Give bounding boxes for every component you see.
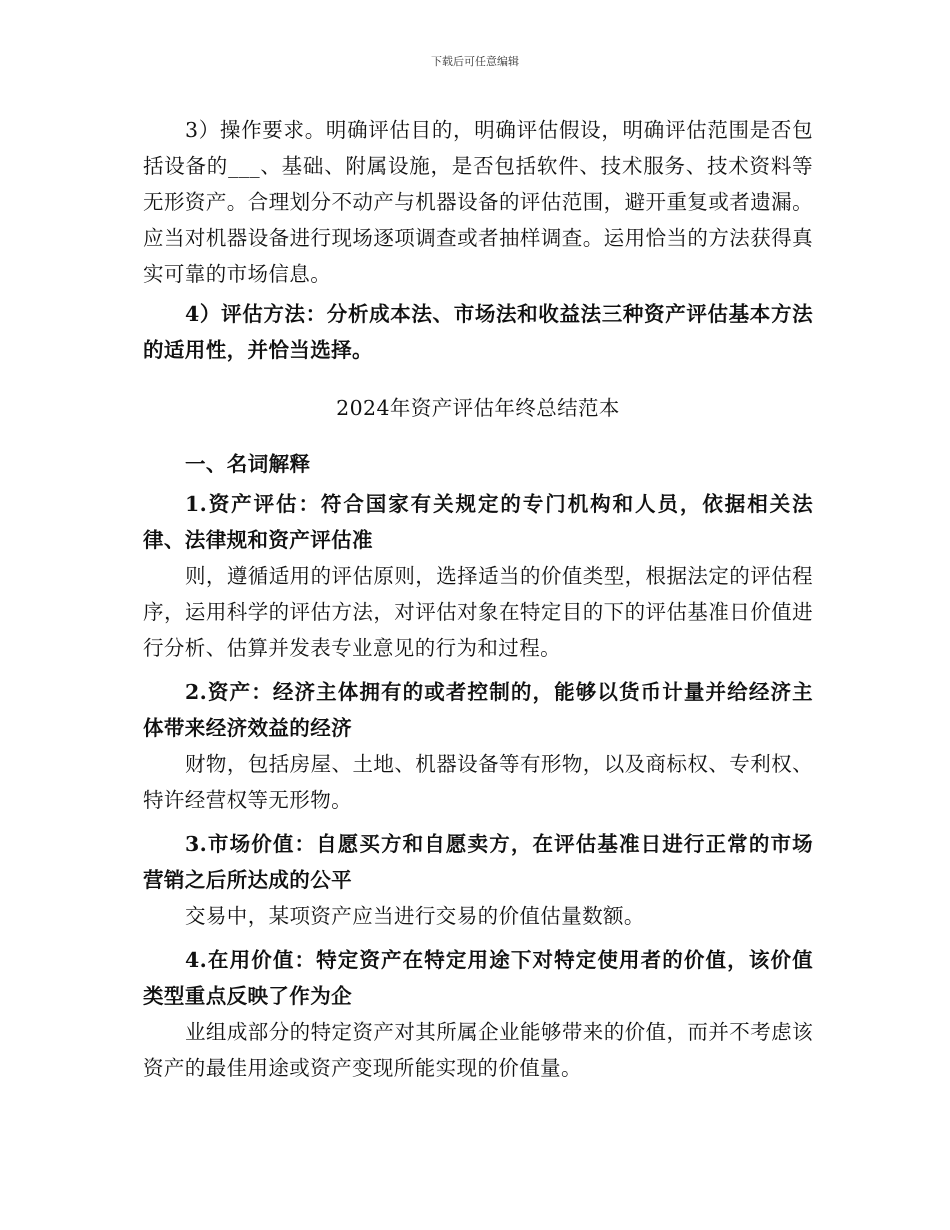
document-body — [143, 112, 813, 1086]
term-2-body: 财物，包括房屋、土地、机器设备等有形物，以及商标权、专利权、特许经营权等无形物。 — [143, 752, 813, 812]
term-3-heading: 3.市场价值：自愿买方和自愿卖方，在评估基准日进行正常的市场营销之后所达成的公平 — [143, 832, 813, 892]
term-1-heading: 1.资产评估：符合国家有关规定的专门机构和人员，依据相关法律、法律规和资产评估准 — [143, 492, 813, 552]
term-4-body: 业组成部分的特定资产对其所属企业能够带来的价值，而并不考虑该资产的最佳用途或资产变现所能实现的价值量。 — [143, 1020, 813, 1080]
paragraph-evaluation-methods: 4）评估方法：分析成本法、市场法和收益法三种资产评估基本方法的适用性，并恰当选择。 — [143, 302, 813, 362]
term-3-body: 交易中，某项资产应当进行交易的价值估量数额。 — [185, 904, 645, 928]
paragraph-operation-requirements: 3）操作要求。明确评估目的，明确评估假设，明确评估范围是否包括设备的___、基础、附属设施，是否包括软件、技术服务、技术资料等无形资产。合理划分不动产与机器设备的评估范围，避开重复或者遗漏。应当对机器设备进行现场逐项调查或者抽样调查。运用恰当的方法获得真实可靠的市场信息。 — [143, 118, 813, 286]
document-title: 2024年资产评估年终总结范本 — [336, 396, 620, 420]
term-4-heading: 4.在用价值：特定资产在特定用途下对特定使用者的价值，该价值类型重点反映了作为企 — [143, 948, 813, 1008]
term-2-heading: 2.资产：经济主体拥有的或者控制的，能够以货币计量并给经济主体带来经济效益的经济 — [143, 680, 813, 740]
term-1-body: 则，遵循适用的评估原则，选择适当的价值类型，根据法定的评估程序，运用科学的评估方法，对评估对象在特定目的下的评估基准日价值进行分析、估算并发表专业意见的行为和过程。 — [143, 564, 813, 660]
page-header: 下载后可任意编辑 — [431, 55, 519, 68]
section-heading-glossary: 一、名词解释 — [185, 452, 311, 476]
